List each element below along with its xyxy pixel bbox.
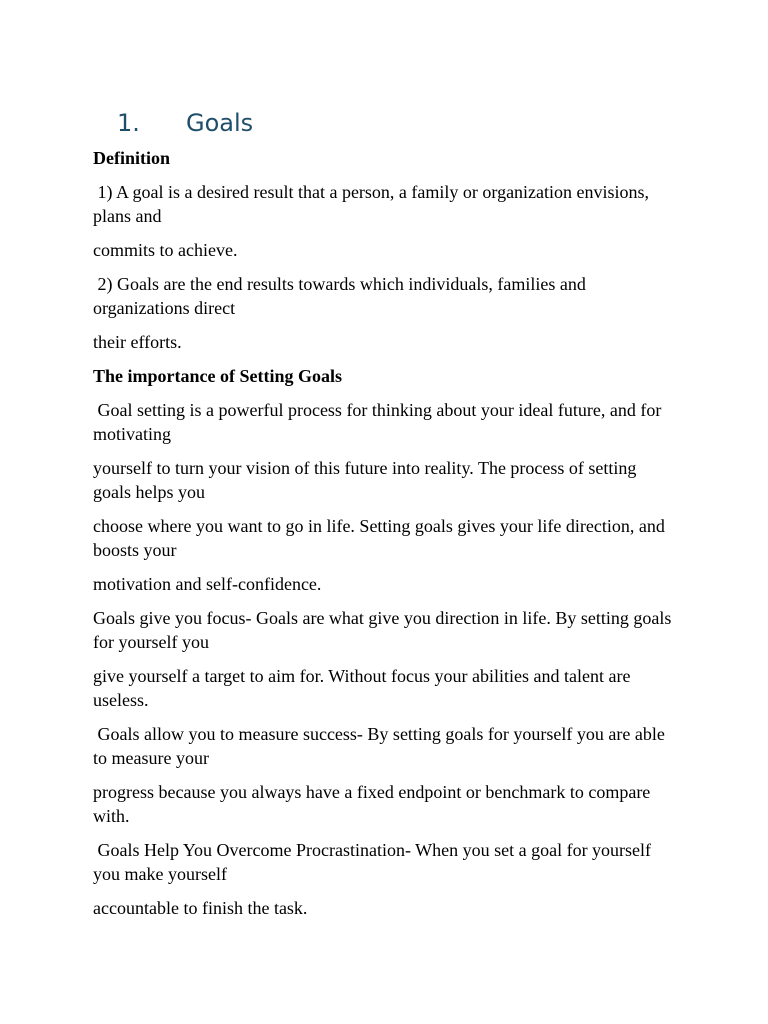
- heading-title: Goals: [186, 109, 254, 137]
- importance-subheading: The importance of Setting Goals: [93, 366, 342, 386]
- paragraph-definition-1a: 1) A goal is a desired result that a person, a family or organization envisions, plans and: [93, 182, 654, 226]
- paragraph-focus-1: Goals give you focus- Goals are what give you direction in life. By setting goals for yourself you: [93, 608, 676, 652]
- paragraph-importance-4: motivation and self-confidence.: [93, 574, 322, 594]
- heading-number: 1.: [117, 109, 140, 137]
- paragraph-importance-3: choose where you want to go in life. Setting goals gives your life direction, and boosts your: [93, 516, 670, 560]
- document-body: [93, 106, 675, 930]
- paragraph-procrastination-1: Goals Help You Overcome Procrastination- When you set a goal for yourself you make yourself: [93, 840, 656, 884]
- paragraph-definition-2a: 2) Goals are the end results towards which individuals, families and organizations direct: [93, 274, 591, 318]
- section-heading: [117, 106, 675, 140]
- paragraph-focus-2: give yourself a target to aim for. Without focus your abilities and talent are useless.: [93, 666, 635, 710]
- paragraph-measure-2: progress because you always have a fixed endpoint or benchmark to compare with.: [93, 782, 655, 826]
- paragraph-measure-1: Goals allow you to measure success- By setting goals for yourself you are able to measure your: [93, 724, 670, 768]
- paragraph-importance-1: Goal setting is a powerful process for thinking about your ideal future, and for motivating: [93, 400, 666, 444]
- paragraph-definition-2b: their efforts.: [93, 332, 182, 352]
- paragraph-procrastination-2: accountable to finish the task.: [93, 898, 308, 918]
- definition-subheading: Definition: [93, 148, 171, 168]
- paragraph-definition-1b: commits to achieve.: [93, 240, 238, 260]
- paragraph-importance-2: yourself to turn your vision of this future into reality. The process of setting goals helps you: [93, 458, 641, 502]
